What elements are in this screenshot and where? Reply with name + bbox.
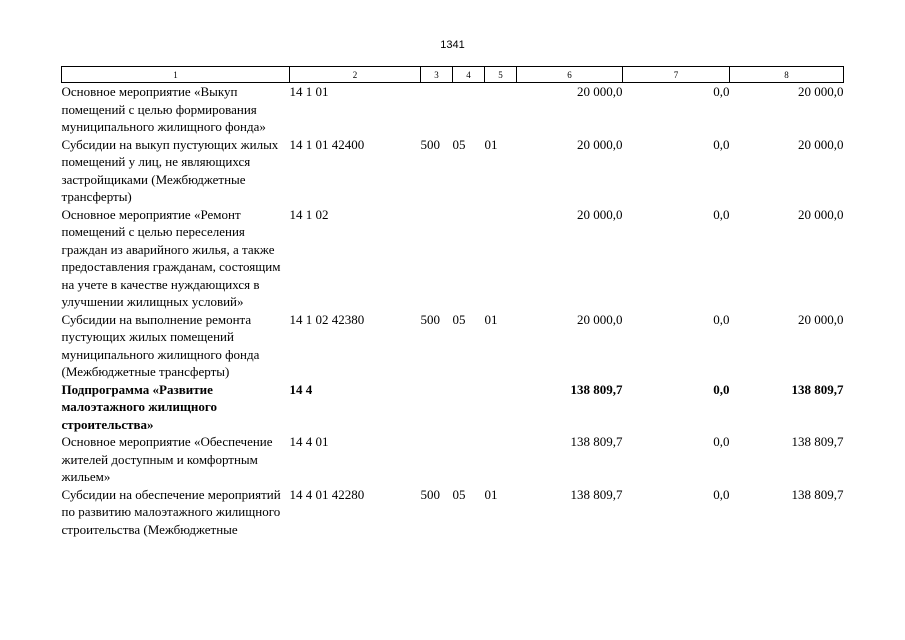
row-col-3 bbox=[421, 433, 453, 486]
row-value-8: 138 809,7 bbox=[791, 486, 844, 502]
row-name: Субсидии на выкуп пустующих жилых помещений у лиц, не являющихся застройщиками (Межбюджетные трансферты) bbox=[61, 136, 279, 204]
row-col-3 bbox=[421, 206, 453, 311]
row-value-8: 20 000,0 bbox=[798, 206, 844, 222]
row-col-4: 05 bbox=[452, 311, 466, 327]
row-col-5 bbox=[485, 206, 517, 311]
row-value-6: 20 000,0 bbox=[577, 311, 623, 327]
row-col-4 bbox=[453, 83, 485, 136]
row-value-7: 0,0 bbox=[713, 84, 730, 99]
row-code: 14 1 01 bbox=[289, 84, 329, 99]
header-col-4: 4 bbox=[453, 67, 485, 83]
row-code: 14 4 bbox=[289, 381, 313, 397]
row-col-5: 01 bbox=[484, 486, 498, 502]
table-row-subprogram bbox=[62, 381, 844, 434]
table-row bbox=[62, 206, 844, 311]
row-col-5: 01 bbox=[484, 136, 498, 152]
row-col-5 bbox=[485, 381, 517, 434]
table-row bbox=[62, 83, 844, 136]
header-col-1: 1 bbox=[62, 67, 290, 83]
row-name: Подпрограмма «Развитие малоэтажного жилищного строительства» bbox=[61, 381, 217, 432]
row-value-8: 20 000,0 bbox=[798, 136, 844, 152]
row-name: Субсидии на обеспечение мероприятий по развитию малоэтажного жилищного строительства (Межбюджетные bbox=[61, 486, 281, 537]
row-col-3: 500 bbox=[420, 136, 440, 152]
row-name: Основное мероприятие «Выкуп помещений с целью формирования муниципального жилищного фонда» bbox=[61, 84, 266, 134]
row-col-4 bbox=[453, 381, 485, 434]
row-col-3: 500 bbox=[420, 486, 440, 502]
row-value-6: 20 000,0 bbox=[577, 136, 623, 152]
row-value-6: 138 809,7 bbox=[570, 381, 623, 397]
table-row bbox=[62, 486, 844, 539]
row-name: Субсидии на выполнение ремонта пустующих жилых помещений муниципального жилищного фонда (Межбюджетные трансферты) bbox=[61, 311, 260, 379]
row-value-6: 20 000,0 bbox=[577, 84, 623, 99]
row-code: 14 1 02 bbox=[289, 206, 329, 222]
table-header-row bbox=[62, 67, 844, 83]
header-col-8: 8 bbox=[730, 67, 844, 83]
header-col-3: 3 bbox=[421, 67, 453, 83]
row-col-5 bbox=[485, 433, 517, 486]
row-name: Основное мероприятие «Ремонт помещений с целью переселения граждан из аварийного жилья, а также предоставления гражданам, состоящим на учете в качестве нуждающихся в улучшении жилищных условий» bbox=[61, 206, 281, 309]
row-value-8: 138 809,7 bbox=[791, 434, 844, 449]
row-col-4: 05 bbox=[452, 486, 466, 502]
row-value-7: 0,0 bbox=[713, 136, 730, 152]
row-value-8: 138 809,7 bbox=[791, 381, 844, 397]
row-code: 14 4 01 bbox=[289, 434, 329, 449]
row-col-4 bbox=[453, 206, 485, 311]
row-value-6: 138 809,7 bbox=[570, 486, 623, 502]
row-value-7: 0,0 bbox=[713, 206, 730, 222]
row-value-6: 20 000,0 bbox=[577, 206, 623, 222]
row-name: Основное мероприятие «Обеспечение жителей доступным и комфортным жильем» bbox=[61, 434, 273, 484]
row-value-8: 20 000,0 bbox=[798, 84, 844, 99]
table-row bbox=[62, 311, 844, 381]
row-value-7: 0,0 bbox=[713, 381, 730, 397]
header-col-6: 6 bbox=[517, 67, 623, 83]
row-value-7: 0,0 bbox=[713, 311, 730, 327]
header-col-2: 2 bbox=[290, 67, 421, 83]
table-row bbox=[62, 433, 844, 486]
row-col-3 bbox=[421, 381, 453, 434]
header-col-7: 7 bbox=[623, 67, 730, 83]
row-col-5: 01 bbox=[484, 311, 498, 327]
header-col-5: 5 bbox=[485, 67, 517, 83]
row-value-8: 20 000,0 bbox=[798, 311, 844, 327]
row-col-3: 500 bbox=[420, 311, 440, 327]
row-col-5 bbox=[485, 83, 517, 136]
row-code: 14 1 01 42400 bbox=[289, 136, 365, 152]
row-value-7: 0,0 bbox=[713, 486, 730, 502]
row-code: 14 1 02 42380 bbox=[289, 311, 365, 327]
table-row bbox=[62, 136, 844, 206]
budget-table bbox=[61, 66, 844, 538]
row-col-4: 05 bbox=[452, 136, 466, 152]
row-value-6: 138 809,7 bbox=[570, 434, 623, 449]
page-number: 1341 bbox=[440, 39, 465, 51]
row-value-7: 0,0 bbox=[713, 434, 730, 449]
row-col-3 bbox=[421, 83, 453, 136]
row-col-4 bbox=[453, 433, 485, 486]
row-code: 14 4 01 42280 bbox=[289, 486, 365, 502]
